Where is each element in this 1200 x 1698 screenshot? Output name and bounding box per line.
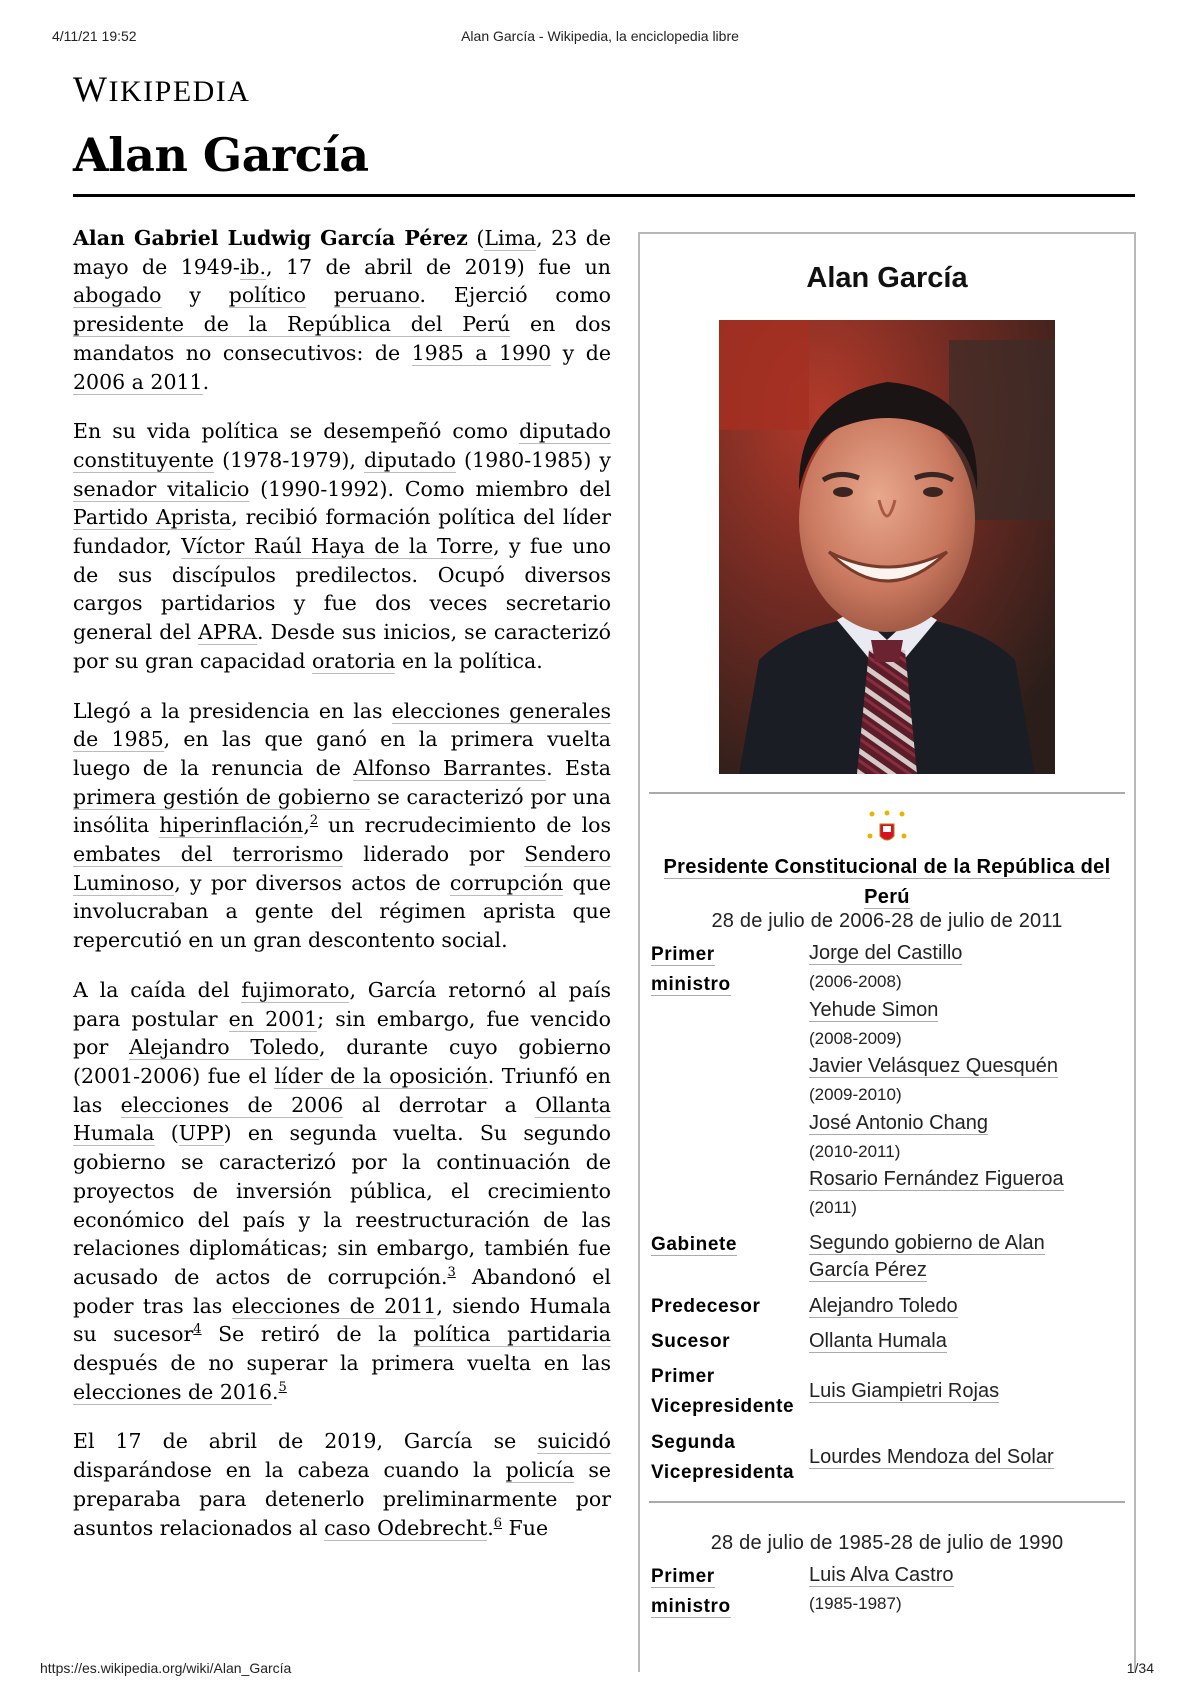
article-link[interactable]: en 2001 [228,1006,318,1031]
reference-link[interactable]: 5 [278,1379,287,1395]
article-text: después de no superar la primera vuelta en las [73,1351,611,1376]
article-text: en la política. [395,648,543,673]
article-text: El 17 de abril de 2019, García se [73,1429,538,1454]
prime-minister-label[interactable]: Primer ministro [651,1566,731,1617]
article-text: disparándose en la cabeza cuando la [73,1458,506,1483]
article-link[interactable]: Partido Aprista [73,505,232,530]
successor-label: Sucesor [651,1331,731,1352]
article-text: Se retiró de la [201,1322,414,1347]
article-text [306,283,334,307]
article-text: . Ejerció como [419,283,611,308]
article-link[interactable]: líder de la oposición [274,1063,488,1088]
reference-link[interactable]: 3 [447,1265,456,1281]
print-datetime: 4/11/21 19:52 [52,28,137,44]
cabinet-label[interactable]: Gabinete [651,1234,738,1255]
article-link[interactable]: elecciones de 2016 [73,1379,272,1404]
article-link[interactable]: corrupción [449,870,564,895]
article-text: ( [154,1121,179,1146]
article-link[interactable]: elecciones de 2006 [120,1092,344,1117]
prime-minister-name[interactable]: Yehude Simon [809,999,939,1021]
article-link[interactable]: Alejandro Toledo [129,1035,319,1060]
term-period: 28 de julio de 2006-28 de julio de 2011 [711,910,1063,932]
article-link[interactable]: presidente de la República del Perú [73,312,511,337]
article-link[interactable]: 2006 a 2011 [73,369,203,394]
article-link[interactable]: peruano [333,283,420,308]
article-text: , y fue uno de sus discípulos predilectos. Ocupó diversos cargos partidarios y fue dos veces secretario general del [73,534,611,645]
reference-link[interactable]: 4 [193,1322,202,1338]
print-page-title: Alan García - Wikipedia, la enciclopedia libre [461,28,739,44]
article-text: y [161,283,229,308]
prime-minister-name[interactable]: Rosario Fernández Figueroa [809,1168,1064,1190]
article-text: , 23 de mayo de 1949- [73,226,612,279]
article-text: que involucraban a gente del régimen aprista que repercutió en un gran descontento social. [73,870,611,953]
article-link[interactable]: Alfonso Barrantes [353,755,547,780]
article-text: , García retornó al país para postular [73,977,611,1031]
article-paragraph [73,417,611,675]
infobox-divider [649,1501,1125,1503]
article-link[interactable]: Lima [484,226,537,250]
article-link[interactable]: 1985 a 1990 [411,340,552,365]
title-divider [73,194,1135,197]
prime-minister-years: (2010-2011) [809,1142,901,1161]
second-vp-label: Segunda Vicepresidenta [651,1432,795,1483]
article-link[interactable]: hiperinflación [159,813,304,838]
prime-minister-name[interactable]: Luis Alva Castro [809,1564,954,1586]
article-text: (1990-1992). Como miembro del [249,476,612,501]
coat-of-arms-icon [866,810,908,850]
article-link[interactable]: primera gestión de gobierno [73,784,371,809]
reference-link[interactable]: 6 [493,1515,503,1531]
article-link[interactable]: caso Odebrecht [324,1515,488,1540]
article-text: (1980-1985) y [455,447,611,472]
article-text: , y por diversos actos de [174,870,450,895]
prime-minister-years: (2009-2010) [809,1085,902,1104]
article-text: Abandonó el poder tras las [73,1264,611,1318]
article-link[interactable]: Sendero Luminoso [73,842,611,895]
article-body [73,224,611,1563]
article-text: A la caída del [73,977,242,1002]
reference-link[interactable]: 2 [309,813,319,829]
infobox-divider [649,792,1125,794]
prime-minister-years: (2011) [809,1198,857,1217]
article-text: , [303,813,310,838]
article-text: , 17 de abril de 2019) fue un [266,254,611,279]
article-paragraph [73,1427,611,1542]
article-link[interactable]: diputado constituyente [73,419,611,472]
second-vp-value[interactable]: Lourdes Mendoza del Solar [809,1446,1054,1468]
article-text: Fue [502,1515,549,1540]
prime-minister-years: (2006-2008) [809,972,902,991]
article-text: ; sin embargo, fue vencido por [73,1006,611,1060]
office-title[interactable]: Presidente Constitucional de la República del Perú [663,856,1111,908]
article-text: se caracterizó por una insólita [73,784,612,838]
article-text: al derrotar a [343,1092,536,1117]
prime-minister-label[interactable]: Primer ministro [651,944,731,995]
article-paragraph [73,224,611,396]
article-link[interactable]: elecciones de 2011 [231,1293,437,1318]
article-text: . Esta [546,755,611,780]
article-text: . Triunfó en las [73,1063,612,1117]
prime-minister-name[interactable]: Jorge del Castillo [809,942,963,964]
article-link[interactable]: suicidó [537,1429,611,1454]
portrait-photo[interactable] [719,320,1055,774]
article-link[interactable]: Ollanta Humala [73,1092,611,1146]
page-title: Alan García [73,128,369,182]
infobox-title: Alan García [806,262,968,294]
article-text: . [202,369,210,394]
article-text: , siendo Humala su sucesor [73,1293,611,1347]
article-text: liderado por [343,842,525,867]
predecessor-value[interactable]: Alejandro Toledo [809,1295,958,1317]
article-text: y de [551,340,611,365]
article-link[interactable]: abogado [73,283,162,308]
article-text: ) en segunda vuelta. Su segundo gobierno se caracterizó por la continuación de proyectos de inversión pública, el crecimiento económico del país y la reestructuración de las relaciones diplomáticas; sin embargo, también fue acusado de actos de corrupción. [73,1121,612,1289]
article-paragraph [73,976,611,1407]
article-link[interactable]: diputado [364,447,456,472]
article-link[interactable]: oratoria [311,648,396,673]
first-vp-value[interactable]: Luis Giampietri Rojas [809,1380,1000,1402]
article-text: , recibió formación política del líder fundador, [73,505,611,559]
article-text: . [487,1515,494,1540]
article-text: . [272,1379,279,1404]
article-text: (1978-1979), [214,447,365,472]
print-page-number: 1/34 [1126,1660,1154,1676]
wikipedia-logo[interactable]: WIKIPEDIA [73,69,251,109]
cabinet-value[interactable]: Segundo gobierno de Alan García Pérez [809,1232,1045,1281]
article-link[interactable]: fujimorato [241,977,350,1002]
successor-value[interactable]: Ollanta Humala [809,1330,947,1352]
print-url: https://es.wikipedia.org/wiki/Alan_García [40,1660,292,1676]
article-link[interactable]: política partidaria [413,1322,611,1347]
article-text: Llegó a la presidencia en las [73,698,392,723]
article-text: se preparaba para detenerlo preliminarmente por asuntos relacionados al [73,1458,612,1540]
article-link[interactable]: embates del terrorismo [73,842,344,867]
term-period: 28 de julio de 1985-28 de julio de 1990 [710,1532,1064,1554]
predecessor-label: Predecesor [651,1296,761,1317]
article-text: un recrudecimiento de los [318,813,611,838]
article-text: , durante cuyo gobierno (2001-2006) fue el [73,1035,611,1088]
article-text: , en las que ganó en la primera vuelta luego de la renuncia de [73,727,611,780]
article-link[interactable]: ib. [239,254,267,279]
first-vp-label: Primer Vicepresidente [651,1366,795,1417]
prime-minister-years: (1985-1987) [809,1594,902,1613]
article-link[interactable]: UPP [178,1121,224,1146]
infobox [638,232,1136,1672]
article-text: ( [467,226,485,250]
prime-minister-name[interactable]: Javier Velásquez Quesquén [809,1055,1059,1077]
article-paragraph [73,697,611,955]
portrait-image [719,320,1055,774]
prime-minister-years: (2008-2009) [809,1029,902,1048]
prime-minister-name[interactable]: José Antonio Chang [809,1112,989,1134]
article-link[interactable]: policía [505,1458,575,1483]
article-text: en dos mandatos no consecutivos: de [73,312,611,365]
article-link[interactable]: senador vitalicio [73,476,250,501]
article-link[interactable]: Víctor Raúl Haya de la Torre [181,534,494,559]
print-header [0,28,1200,52]
article-link[interactable]: APRA [198,620,257,645]
article-link[interactable]: elecciones generales de 1985 [73,698,611,752]
article-text: En su vida política se desempeñó como [73,419,520,444]
article-text: . Desde sus inicios, se caracterizó por su gran capacidad [73,620,611,673]
article-subject-name: Alan Gabriel Ludwig García Pérez [73,226,468,250]
article-link[interactable]: político [228,283,306,308]
